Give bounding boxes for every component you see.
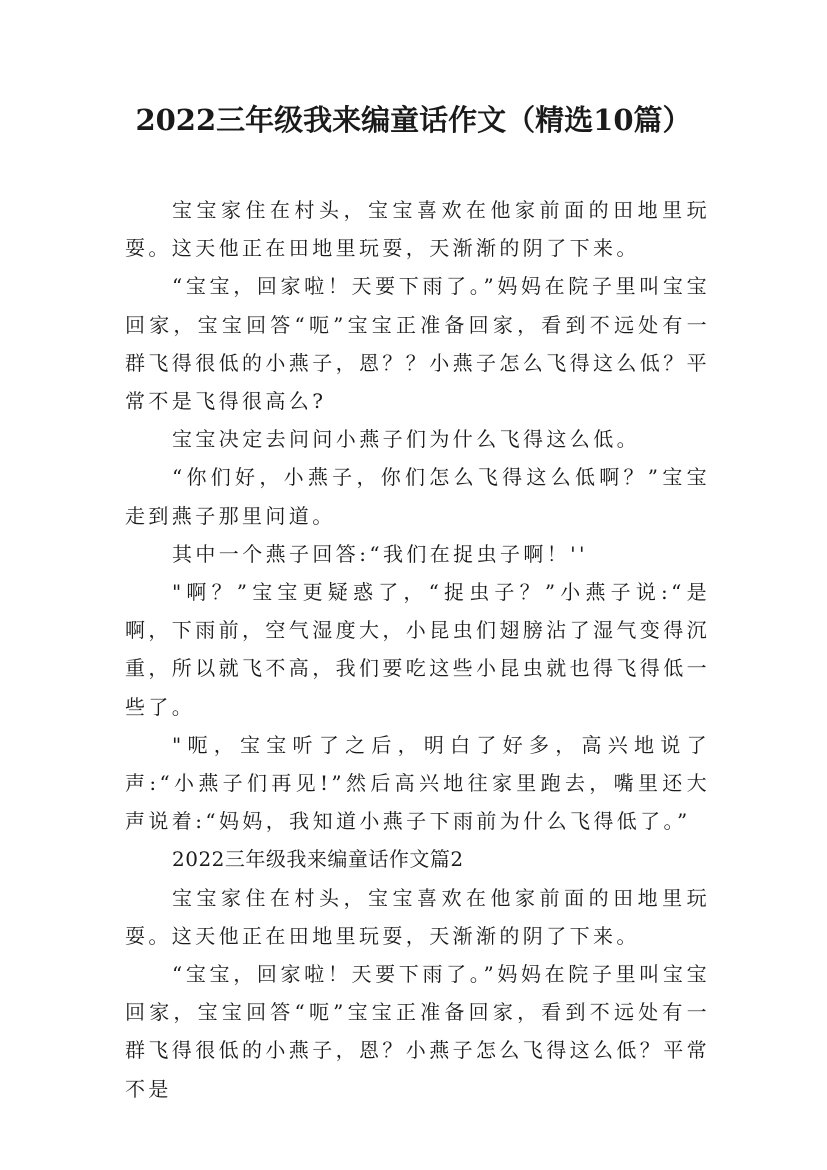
paragraph: 宝宝决定去问问小燕子们为什么飞得这么低。 bbox=[172, 427, 640, 452]
document-title: 2022三年级我来编童话作文（精选10篇） bbox=[135, 103, 692, 137]
paragraph: “你们好，小燕子，你们怎么飞得这么低啊？”宝宝走到燕子那里问道。 bbox=[125, 465, 710, 528]
document-body bbox=[125, 191, 710, 1108]
paragraph: "啊？”宝宝更疑惑了，“捉虫子？”小燕子说:“是啊，下雨前，空气湿度大，小昆虫们翅膀沾了湿气变得沉重，所以就飞不高，我们要吃这些小昆虫就也得飞得低一些了。 bbox=[125, 580, 710, 719]
section-heading: 2022三年级我来编童话作文篇2 bbox=[172, 847, 464, 872]
paragraph: “宝宝，回家啦！天要下雨了。”妈妈在院子里叫宝宝回家，宝宝回答“呃”宝宝正准备回家，看到不远处有一群飞得很低的小燕子，恩？小燕子怎么飞得这么低？平常不是 bbox=[125, 962, 710, 1101]
paragraph: 宝宝家住在村头，宝宝喜欢在他家前面的田地里玩耍。这天他正在田地里玩耍，天渐渐的阴了下来。 bbox=[125, 885, 710, 948]
paragraph: 宝宝家住在村头，宝宝喜欢在他家前面的田地里玩耍。这天他正在田地里玩耍，天渐渐的阴了下来。 bbox=[125, 198, 710, 261]
paragraph: 其中一个燕子回答:“我们在捉虫子啊！'' bbox=[172, 541, 588, 566]
paragraph: “宝宝，回家啦！天要下雨了。”妈妈在院子里叫宝宝回家，宝宝回答“呃”宝宝正准备回家，看到不远处有一群飞得很低的小燕子，恩？？小燕子怎么飞得这么低？平常不是飞得很高么? bbox=[125, 274, 710, 414]
paragraph: "呃，宝宝听了之后，明白了好多，高兴地说了声:“小燕子们再见!”然后高兴地往家里跑去，嘴里还大声说着:“妈妈，我知道小燕子下雨前为什么飞得低了。” bbox=[125, 732, 710, 834]
